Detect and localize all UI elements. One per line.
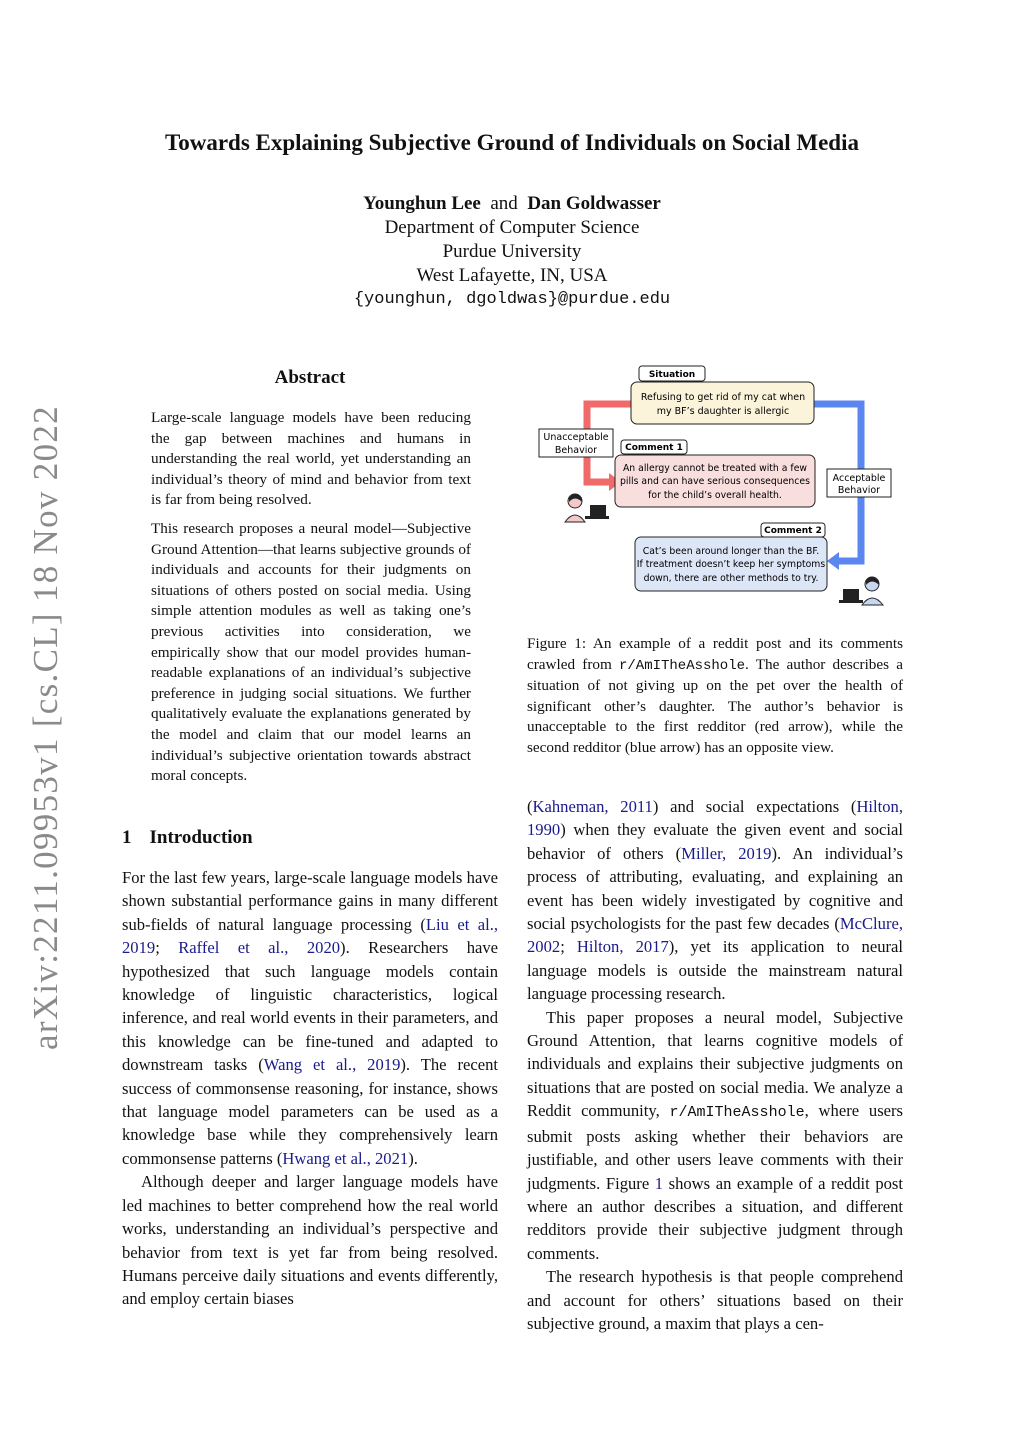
figure-ref-link[interactable]: 1 bbox=[654, 1173, 664, 1193]
comment1-text: An allergy cannot be treated with a few bbox=[622, 463, 808, 474]
unacceptable-label: Unacceptable bbox=[543, 432, 609, 443]
text-run: ; bbox=[560, 937, 577, 957]
comment2-label: Comment 2 bbox=[764, 526, 822, 536]
figure-caption bbox=[527, 634, 903, 759]
author-name: Dan Goldwasser bbox=[527, 193, 661, 214]
text-run: shows an example of a reddit post where an author describes a situation, and different redditors provide their subjective judgment through comments. bbox=[527, 1173, 903, 1263]
body-paragraph bbox=[122, 866, 498, 1170]
body-paragraph bbox=[527, 1006, 903, 1265]
text-run: ). bbox=[408, 1148, 418, 1168]
comment2-text: down, there are other methods to try. bbox=[643, 573, 819, 584]
acceptable-label: Behavior bbox=[837, 485, 881, 496]
situation-text: my BF’s daughter is allergic bbox=[656, 406, 790, 417]
acceptable-label: Acceptable bbox=[832, 473, 886, 484]
comment1-text: pills and can have serious consequences bbox=[619, 476, 811, 487]
section-title: Introduction bbox=[149, 827, 253, 848]
arxiv-identifier: arXiv:2211.09953v1 [cs.CL] 18 Nov 2022 bbox=[26, 405, 65, 1050]
section-number: 1 bbox=[122, 827, 132, 848]
text-run: ) and social expectations ( bbox=[652, 797, 857, 816]
text-run: ). Researchers have hypothesized that such language models contain knowledge of linguistic characteristics, logical inference, and real world events in their parameters, and this knowledge can be fine-tuned and adapted to downstream tasks ( bbox=[122, 938, 499, 1075]
citation-link[interactable]: Miller, 2019 bbox=[681, 843, 772, 863]
figure-1 bbox=[527, 362, 903, 612]
section-heading bbox=[122, 827, 253, 849]
body-paragraph: The research hypothesis is that people comprehend and account for others’ situations based on their subjective ground, a maxim that plays a cen- bbox=[527, 1267, 903, 1333]
redditor-person-icon bbox=[839, 577, 883, 605]
citation-link[interactable]: McClure, 2002 bbox=[527, 914, 903, 957]
unacceptable-label: Behavior bbox=[554, 445, 598, 456]
comment1-text: for the child’s overall health. bbox=[648, 490, 782, 501]
situation-box bbox=[631, 382, 814, 424]
citation-link[interactable]: Hilton, 2017 bbox=[576, 937, 669, 957]
abstract-paragraph: Large-scale language models have been reducing the gap between machines and humans in understanding the real world, yet understanding an individual’s theory of mind and behavior from text is far from being resolved. bbox=[151, 409, 471, 509]
author-name: Younghun Lee bbox=[363, 193, 481, 214]
redditor-person-icon bbox=[565, 494, 609, 522]
citation-link[interactable]: Raffel et al., 2020 bbox=[178, 938, 341, 958]
citation-link[interactable]: Kahneman, 2011 bbox=[532, 797, 653, 816]
location: West Lafayette, IN, USA bbox=[416, 265, 608, 286]
body-paragraph: Although deeper and larger language models have led machines to better comprehend how the real world works, understanding an individual’s perspective and behavior from text is yet far from being resolved. Humans perceive daily situations and events differently, and employ certain biases bbox=[122, 1172, 498, 1309]
text-run: This paper proposes a neural model, Subjective Ground Attention, that learns cognitive models of individuals and explains their subjective judgments on situations that are posted on social media. We analyze a Reddit community, bbox=[527, 1007, 903, 1121]
figure-diagram bbox=[527, 362, 903, 612]
body-paragraph bbox=[527, 795, 903, 1006]
text-run: ; bbox=[155, 938, 179, 958]
left-column bbox=[122, 866, 498, 1311]
abstract-heading: Abstract bbox=[274, 367, 346, 388]
abstract-body bbox=[151, 408, 471, 795]
comment2-text: If treatment doesn’t keep her symptoms bbox=[636, 559, 826, 570]
email: {younghun, dgoldwas}@purdue.edu bbox=[353, 290, 671, 309]
situation-label: Situation bbox=[648, 370, 696, 380]
text-run: . The author describes a situation of not giving up on the pet over the health of significant other’s daughter. The author’s behavior is unacceptable to the first redditor (red arrow), while the second redditor (blue arrow) has an opposite view. bbox=[527, 655, 903, 756]
author-conjunction: and bbox=[490, 193, 518, 214]
abstract-paragraph: This research proposes a neural model—Subjective Ground Attention—that learns subjective grounds of individuals and accounts for their judgments on situations of others posted on social media. Using simple attention modules as well as taking one’s previous activities into consideration, we empirically show that our model provides human-readable explanations of an individual’s subjective preference in judging social situations. We further qualitatively evaluate the explanations generated by the model and claim that our model learns an individual’s subjective orientation towards abstract moral concepts. bbox=[151, 519, 471, 785]
comment1-label: Comment 1 bbox=[625, 443, 683, 453]
text-run: , where users submit posts asking whether their behaviors are justifiable, and other users leave comments with their judgments. Figure bbox=[527, 1101, 903, 1193]
citation-link[interactable]: Liu et al., 2019 bbox=[122, 914, 499, 958]
text-run: ), yet its application to neural language models is outside the mainstream natural language processing research. bbox=[527, 937, 903, 1004]
text-run: For the last few years, large-scale language models have shown substantial performance gains in many different sub-fields of natural language processing ( bbox=[122, 868, 498, 934]
subreddit-code: r/AmITheAsshole bbox=[669, 1104, 805, 1122]
author-block bbox=[0, 192, 1024, 312]
text-run: ). The recent success of commonsense reasoning, for instance, shows that language model parameters can be used as a knowledge base while they comprehensively learn commonsense patterns ( bbox=[122, 1055, 498, 1168]
university: Purdue University bbox=[442, 241, 582, 262]
text-run: ) when they evaluate the given event and social behavior of others ( bbox=[527, 820, 903, 863]
text-run: ( bbox=[527, 797, 533, 816]
right-column bbox=[527, 795, 903, 1335]
subreddit-code: r/AmITheAsshole bbox=[618, 657, 746, 674]
comment2-text: Cat’s been around longer than the BF. bbox=[642, 546, 820, 557]
department: Department of Computer Science bbox=[384, 217, 640, 238]
citation-link[interactable]: Wang et al., 2019 bbox=[263, 1055, 401, 1075]
citation-link[interactable]: Hwang et al., 2021 bbox=[282, 1148, 409, 1168]
text-run: Figure 1: An example of a reddit post and its comments crawled from bbox=[527, 635, 903, 673]
situation-text: Refusing to get rid of my cat when bbox=[640, 392, 806, 403]
citation-link[interactable]: Hilton, 1990 bbox=[527, 797, 903, 840]
paper-title: Towards Explaining Subjective Ground of Individuals on Social Media bbox=[164, 130, 859, 155]
blue-arrowhead bbox=[827, 552, 839, 570]
text-run: ). An individual’s process of attributing, evaluating, and explaining an event has been widely investigated by cognitive and social psychologists for the past few decades ( bbox=[527, 843, 903, 934]
